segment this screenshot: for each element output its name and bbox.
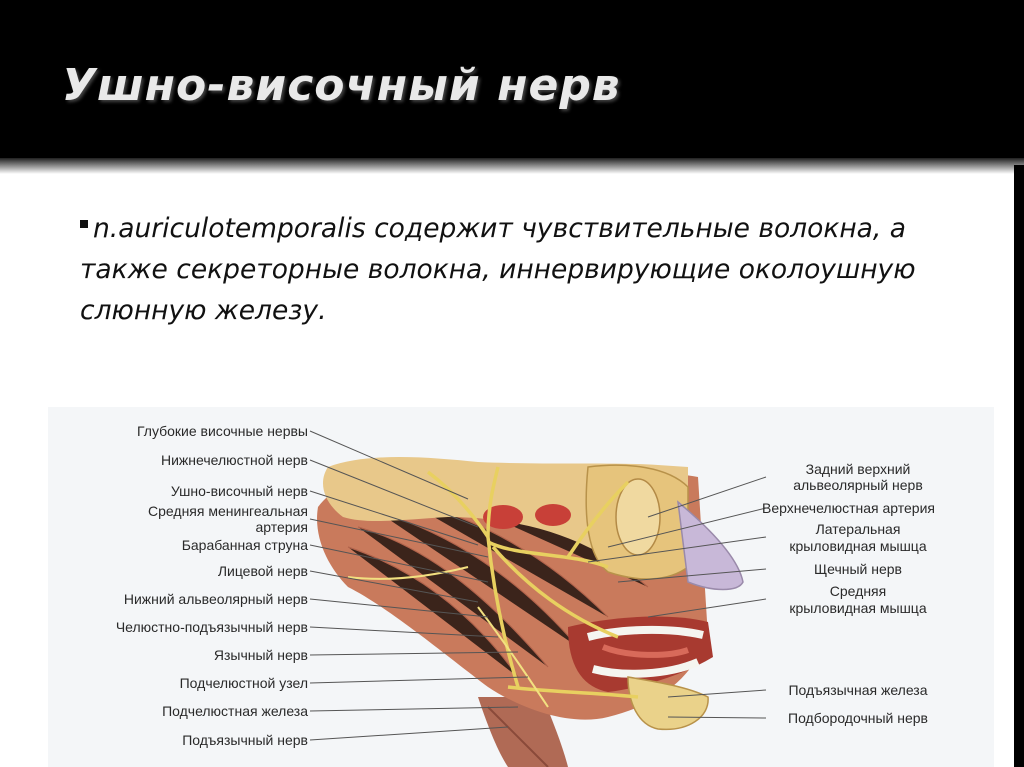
label-sublingual-gland: Подъязычная железа bbox=[788, 682, 928, 698]
body-paragraph bbox=[80, 208, 930, 331]
slide-title: Ушно-височный нерв bbox=[62, 60, 621, 111]
label-hypoglossal-nerve: Подъязычный нерв bbox=[182, 732, 308, 748]
title-bar bbox=[0, 0, 1024, 158]
header-gradient-divider bbox=[0, 158, 1024, 174]
label-mandibular-nerve: Нижнечелюстной нерв bbox=[160, 452, 308, 468]
label-lingual-nerve: Язычный нерв bbox=[213, 647, 308, 663]
label-maxillary-artery: Верхнечелюстная артерия bbox=[762, 500, 935, 516]
square-bullet-icon bbox=[80, 220, 88, 228]
label-buccal-nerve: Щечный нерв bbox=[814, 561, 902, 577]
body-text: n.auriculotemporalis содержит чувствительные волокна, а также секреторные волокна, иннервирующие околоушную слюнную железу. bbox=[80, 213, 916, 326]
label-inferior-alveolar-nerve: Нижний альвеолярный нерв bbox=[123, 591, 308, 607]
label-medial-pterygoid-1: Средняя bbox=[829, 583, 887, 599]
label-middle-meningeal-2: артерия bbox=[255, 519, 308, 535]
label-posterior-superior-alveolar-2: альвеолярный нерв bbox=[793, 477, 923, 493]
label-lateral-pterygoid-2: крыловидная мышца bbox=[789, 538, 927, 554]
label-mental-nerve: Подбородочный нерв bbox=[788, 710, 928, 726]
label-auriculotemporal-nerve: Ушно-височный нерв bbox=[170, 483, 308, 499]
label-submandibular-gland: Подчелюстная железа bbox=[162, 703, 308, 719]
right-border bbox=[1014, 165, 1024, 767]
label-chorda-tympani: Барабанная струна bbox=[181, 537, 308, 553]
label-lateral-pterygoid-1: Латеральная bbox=[815, 521, 901, 537]
label-facial-nerve: Лицевой нерв bbox=[217, 563, 308, 579]
label-submandibular-ganglion: Подчелюстной узел bbox=[179, 675, 308, 691]
label-middle-meningeal-1: Средняя менингеальная bbox=[148, 503, 308, 519]
label-medial-pterygoid-2: крыловидная мышца bbox=[789, 600, 927, 616]
label-posterior-superior-alveolar-1: Задний верхний bbox=[805, 461, 911, 477]
label-deep-temporal-nerves: Глубокие височные нервы bbox=[136, 423, 308, 439]
anatomy-figure bbox=[48, 407, 994, 767]
label-mylohyoid-nerve: Челюстно-подъязычный нерв bbox=[115, 619, 308, 635]
